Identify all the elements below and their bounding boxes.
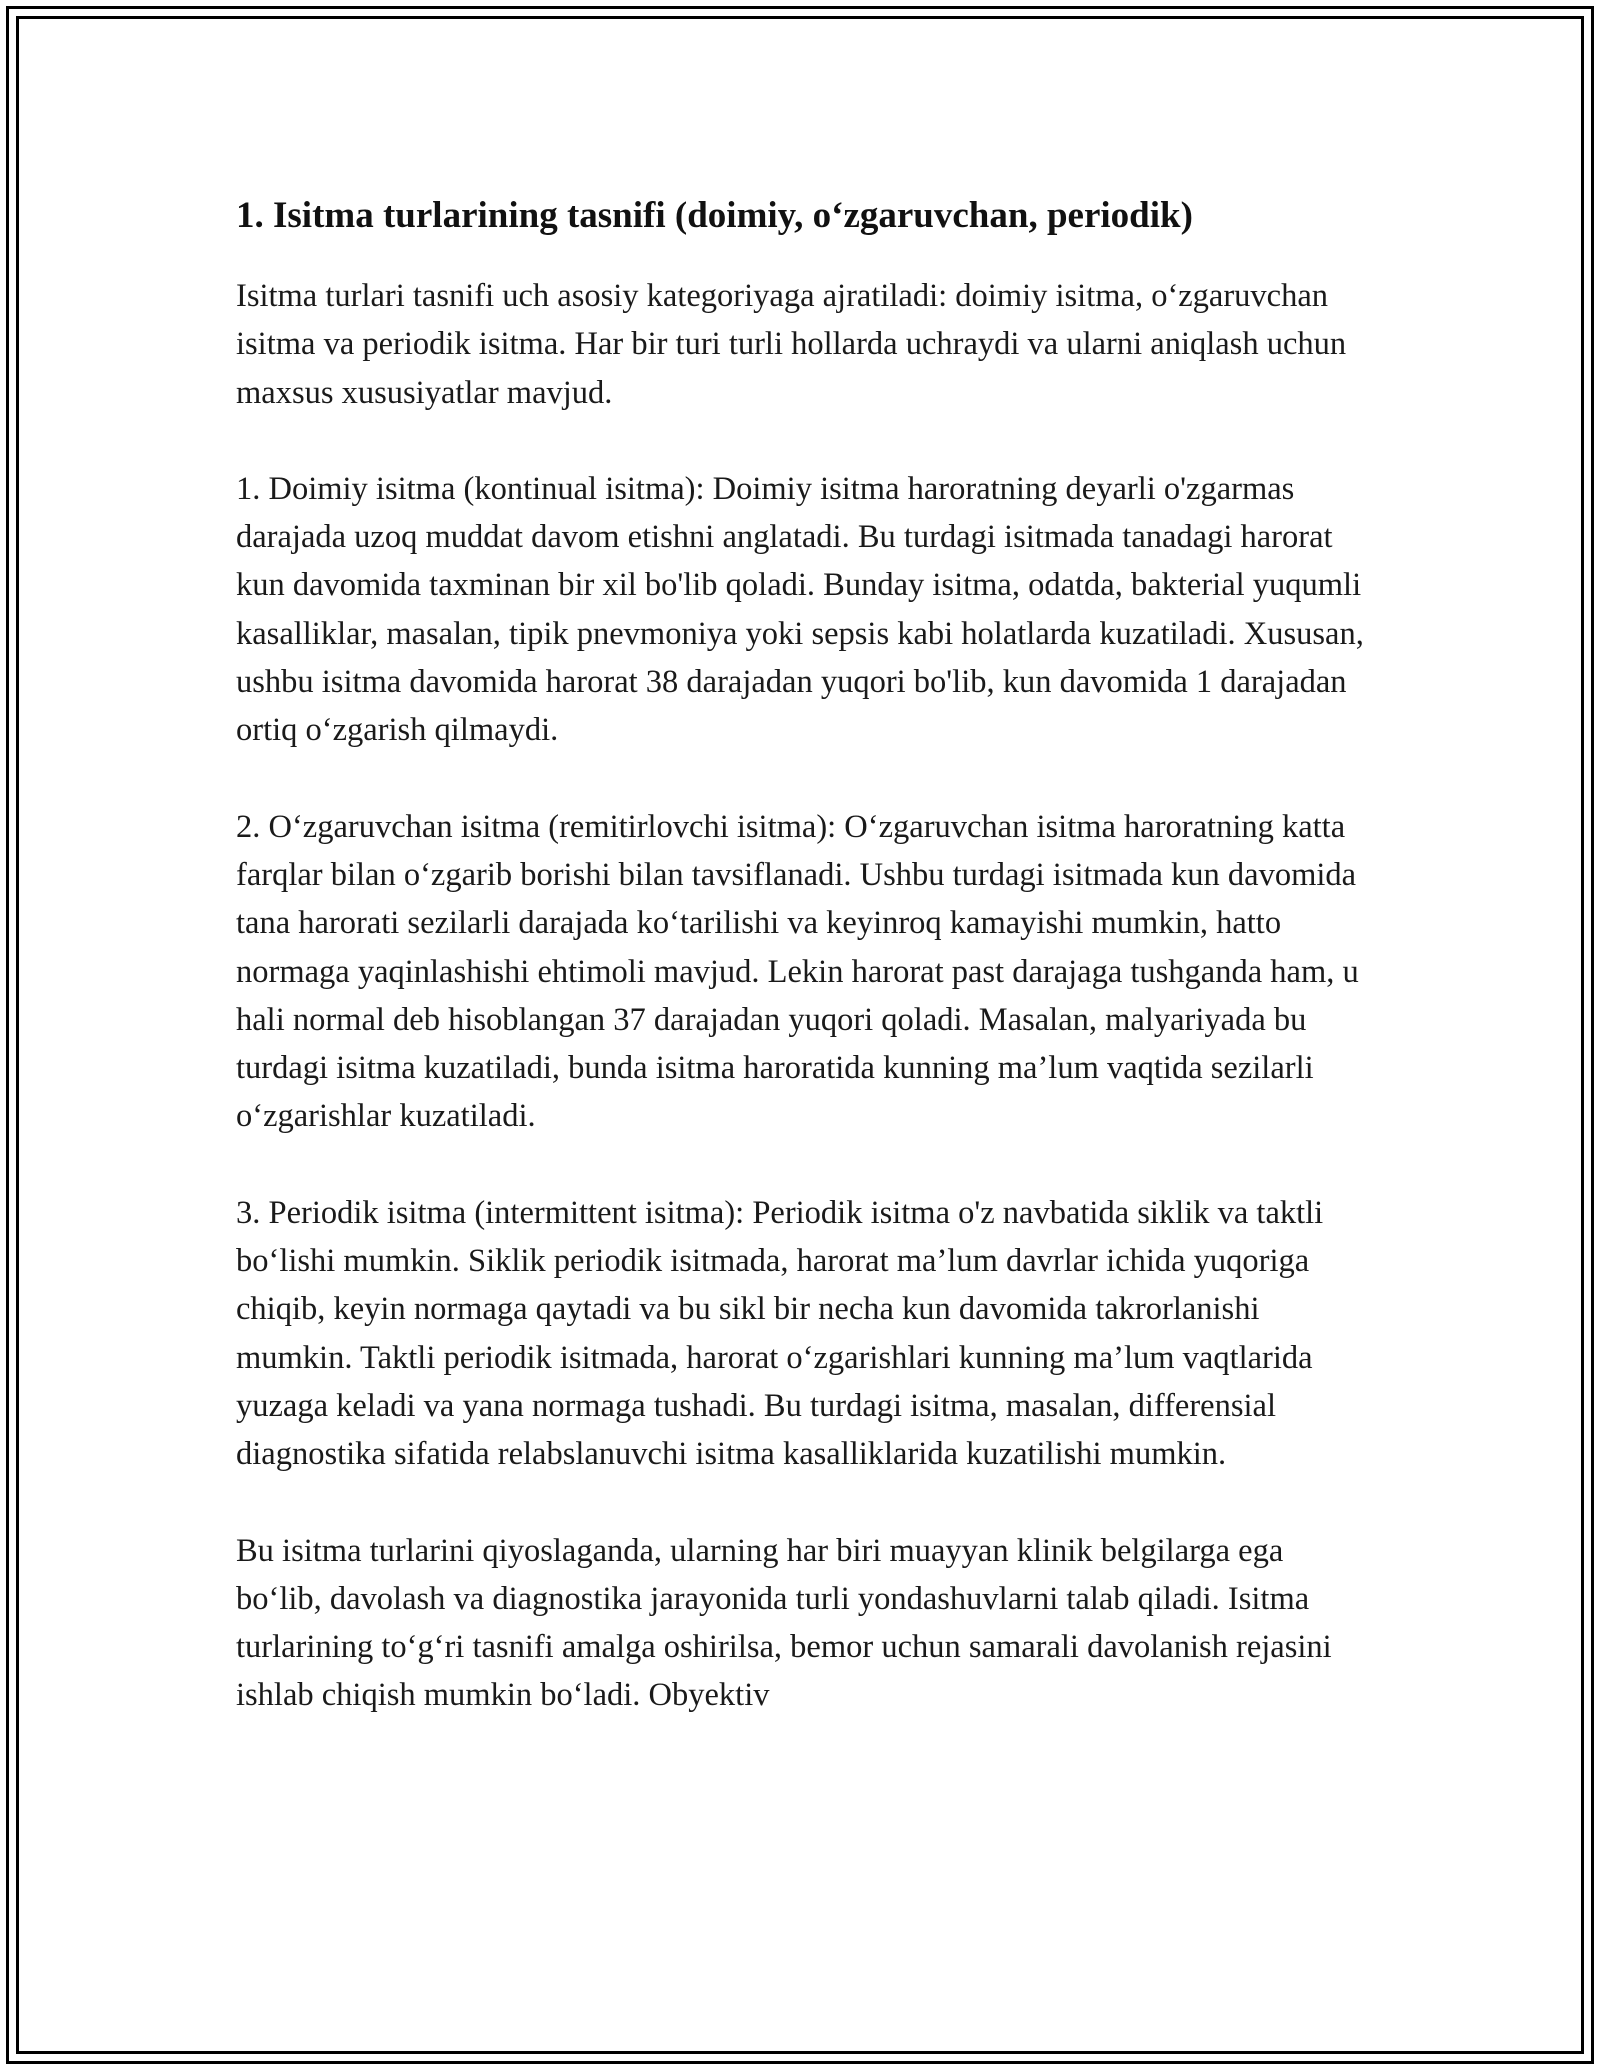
section-heading: 1. Isitma turlarining tasnifi (doimiy, o‘zgaruvchan, periodik)	[236, 195, 1193, 236]
conclusion-paragraph: Bu isitma turlarini qiyoslaganda, ularning har biri muayyan klinik belgilarga ega bo‘lib, davolash va diagnostika jarayonida turli yondashuvlarni talab qiladi. Isitma turlarining to‘g‘ri tasnifi amalga oshirilsa, bemor uchun samarali davolanish rejasini ishlab chiqish mumkin bo‘ladi. Obyektiv	[236, 1532, 1332, 1714]
paragraph-remittent-fever: 2. O‘zgaruvchan isitma (remitirlovchi isitma): O‘zgaruvchan isitma haroratning katta farqlar bilan o‘zgarib borishi bilan tavsiflanadi. Ushbu turdagi isitmada kun davomida tana harorati sezilarli darajada ko‘tarilishi va keyinroq kamayishi mumkin, hatto normaga yaqinlashishi ehtimoli mavjud. Lekin harorat past darajaga tushganda ham, u hali normal deb hisoblangan 37 darajadan yuqori qoladi. Masalan, malyariyada bu turdagi isitma kuzatiladi, bunda isitma haroratida kunning ma’lum vaqtida sezilarli o‘zgarishlar kuzatiladi.	[236, 808, 1359, 1135]
intro-paragraph: Isitma turlari tasnifi uch asosiy kategoriyaga ajratiladi: doimiy isitma, o‘zgaruvchan isitma va periodik isitma. Har bir turi turli hollarda uchraydi va ularni aniqlash uchun maxsus xususiyatlar mavjud.	[236, 278, 1347, 411]
document-content	[236, 188, 1376, 1768]
paragraph-continuous-fever: 1. Doimiy isitma (kontinual isitma): Doimiy isitma haroratning deyarli o'zgarmas darajada uzoq muddat davom etishni anglatadi. Bu turdagi isitmada tanadagi harorat kun davomida taxminan bir xil bo'lib qoladi. Bunday isitma, odatda, bakterial yuqumli kasalliklar, masalan, tipik pnevmoniya yoki sepsis kabi holatlarda kuzatiladi. Xususan, ushbu isitma davomida harorat 38 darajadan yuqori bo'lib, kun davomida 1 darajadan ortiq o‘zgarish qilmaydi.	[236, 470, 1364, 749]
paragraph-intermittent-fever: 3. Periodik isitma (intermittent isitma): Periodik isitma o'z navbatida siklik va taktli bo‘lishi mumkin. Siklik periodik isitmada, harorat ma’lum davrlar ichida yuqoriga chiqib, keyin normaga qaytadi va bu sikl bir necha kun davomida takrorlanishi mumkin. Taktli periodik isitmada, harorat o‘zgarishlari kunning ma’lum vaqtlarida yuzaga keladi va yana normaga tushadi. Bu turdagi isitma, masalan, differensial diagnostika sifatida relabslanuvchi isitma kasalliklarida kuzatilishi mumkin.	[236, 1194, 1324, 1473]
